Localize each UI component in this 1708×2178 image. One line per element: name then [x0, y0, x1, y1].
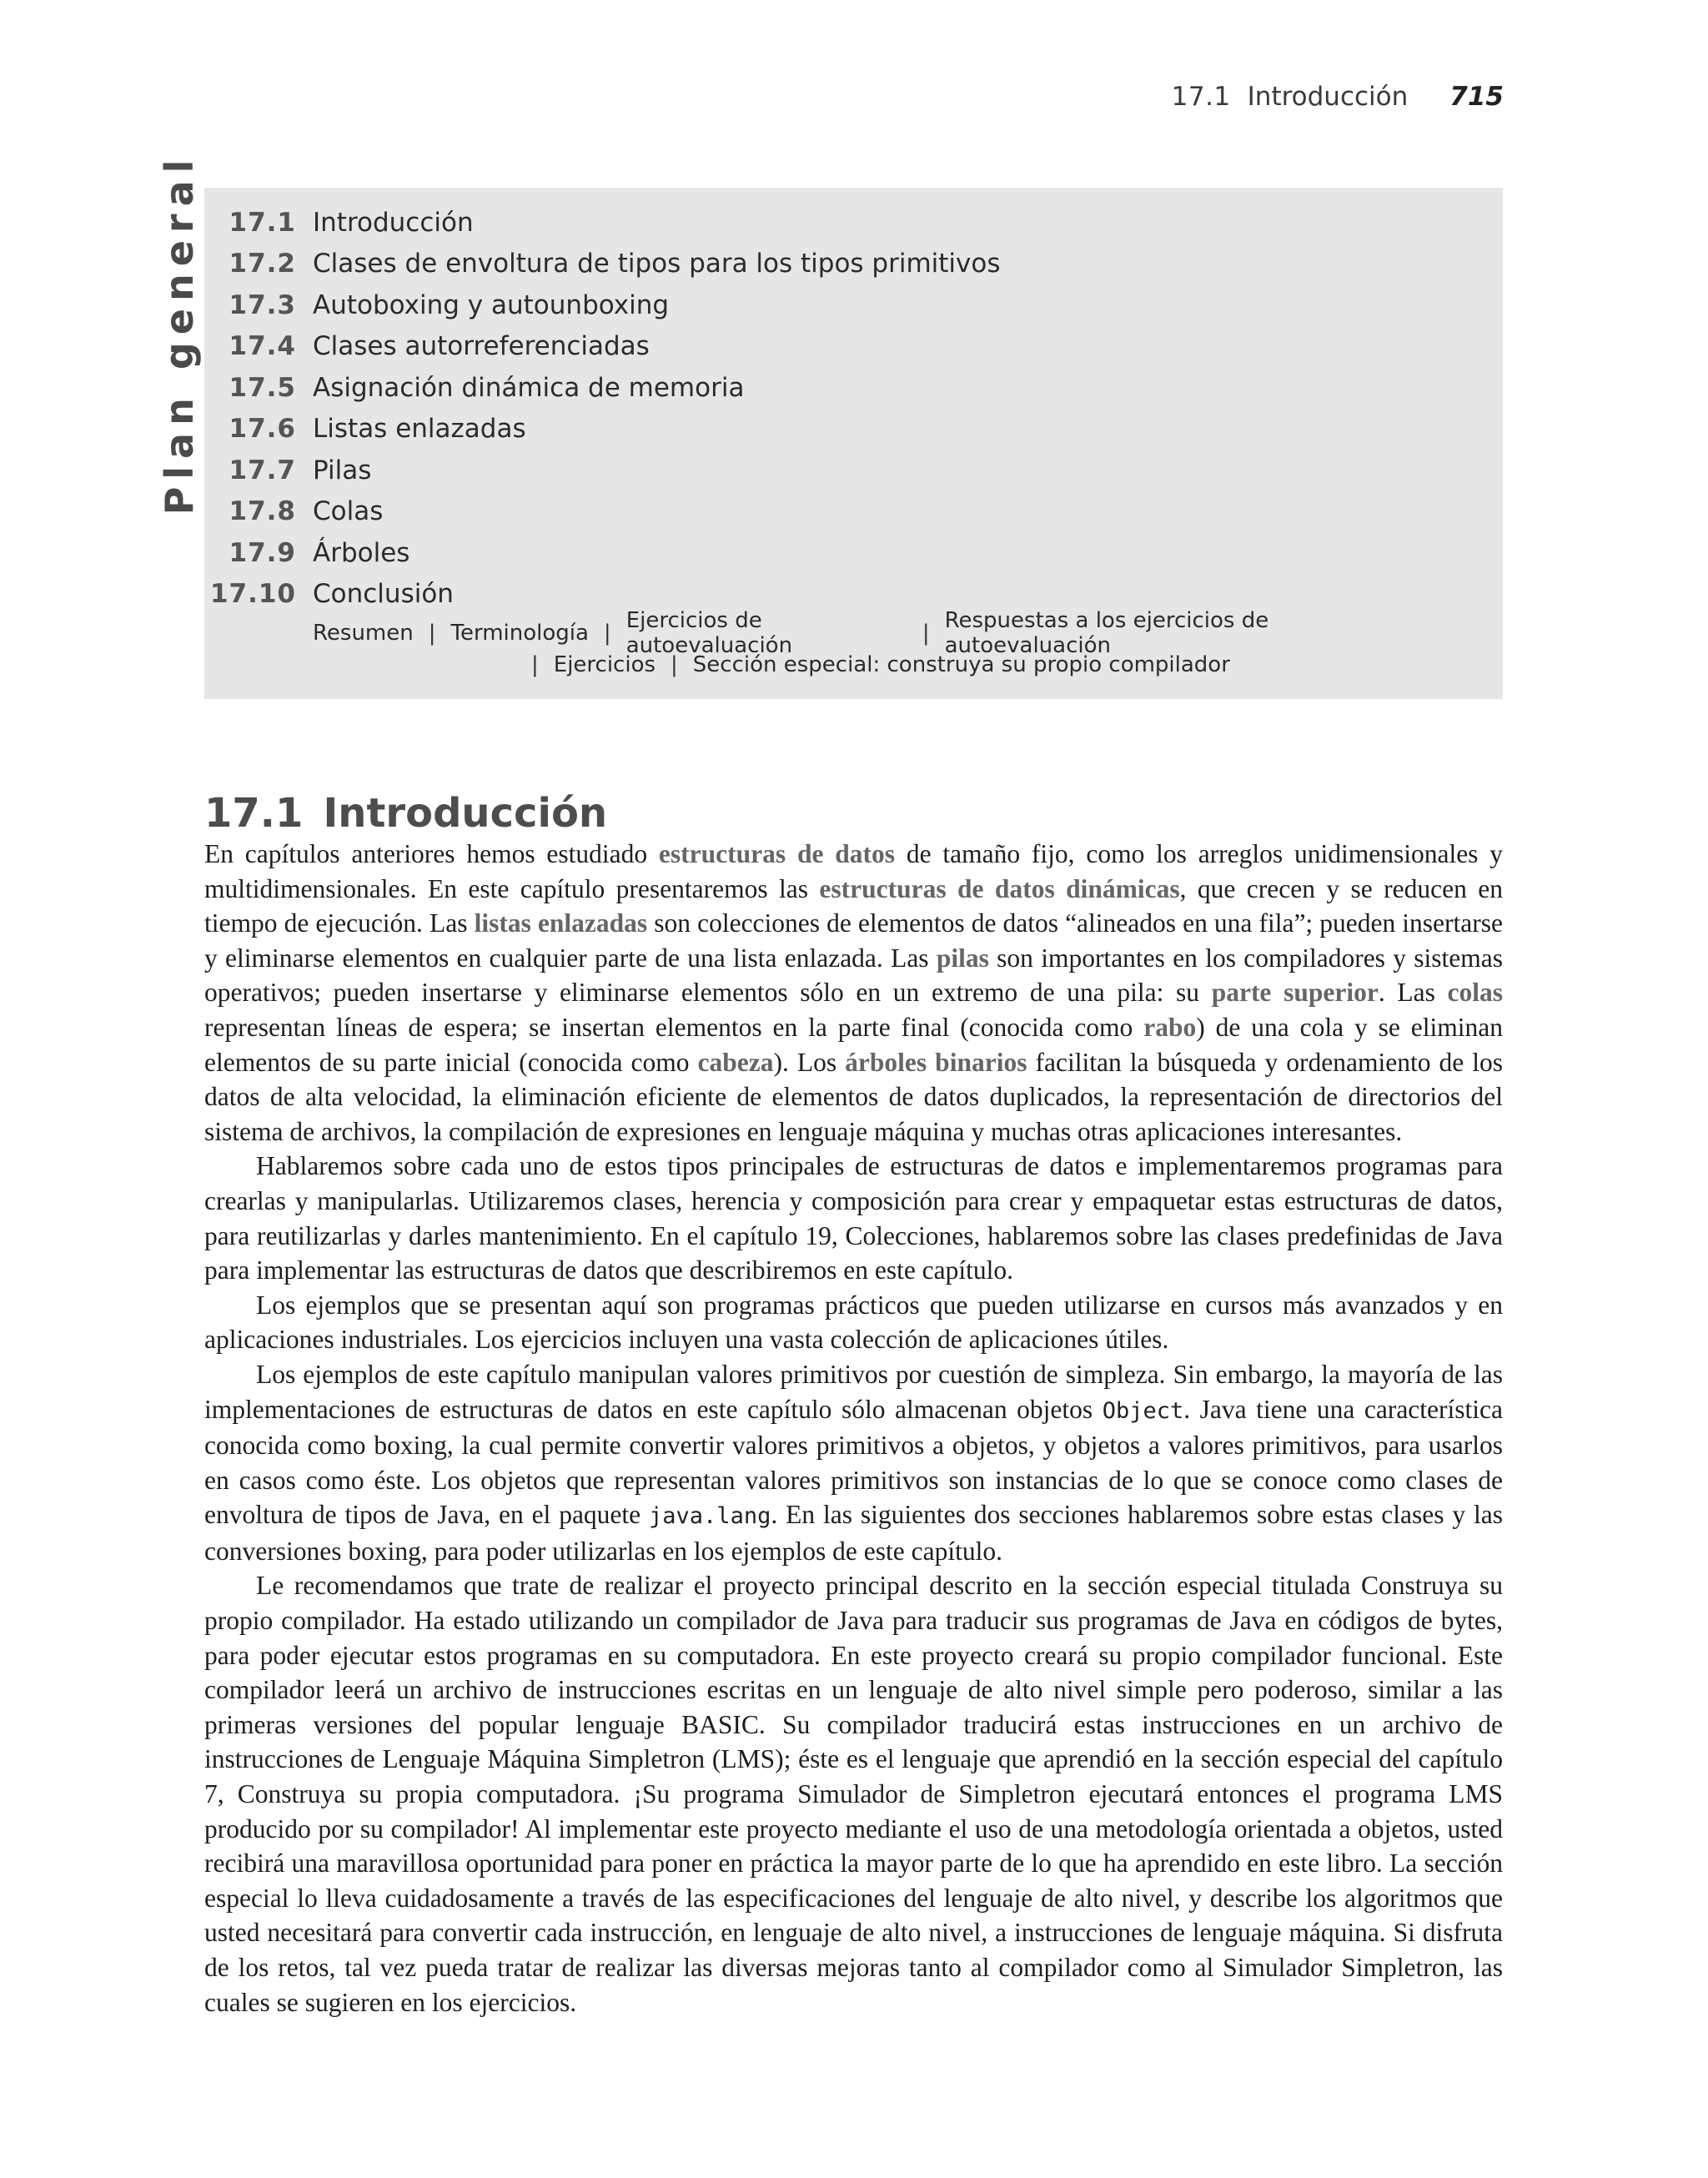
key-term: pilas	[936, 943, 989, 973]
outline-link-exercises: Ejercicios	[553, 652, 656, 677]
running-head-section: 17.1	[1171, 82, 1231, 112]
paragraph: Le recomendamos que trate de realizar el proyecto principal descrito en la sección especial titulada Construya su propio compilador. Ha estado utilizando un compilador de Java para traducir sus programas de Java en códigos de bytes, para poder ejecutar estos programas en su computadora. En este proyecto creará su propio compilador funcional. Este compilador leerá un archivo de instrucciones escritas en un lenguaje de alto nivel simple pero poderoso, similar a las primeras versiones del popular lenguaje BASIC. Su compilador traducirá estas instrucciones en un archivo de instrucciones de Lenguaje Máquina Simpletron (LMS); éste es el lenguaje que aprendió en la sección especial del capítulo 7, Construya su propia computadora. ¡Su programa Simulador de Simpletron ejecutará entonces el programa LMS producido por su compilador! Al implementar este proyecto mediante el uso de una metodología orientada a objetos, usted recibirá una maravillosa oportunidad para poner en práctica la mayor parte de lo que ha aprendido en este libro. La sección especial lo lleva cuidadosamente a través de las especificaciones del lenguaje de alto nivel, y describe los algoritmos que usted necesitará para convertir cada instrucción, en lenguaje de alto nivel, a instrucciones de lenguaje máquina. Si disfruta de los retos, tal vez pueda tratar de realizar las diversas mejoras tanto al compilador como al Simulador Simpletron, las cuales se sugieren en los ejercicios.	[204, 1571, 1503, 2017]
outline-item-text: Clases de envoltura de tipos para los tipos primitivos	[313, 249, 1001, 279]
outline-item	[204, 326, 1503, 368]
outline-item-number: 17.5	[229, 372, 296, 403]
key-term: listas enlazadas	[474, 908, 648, 938]
text-run: representan líneas de espera; se insertan elementos en la parte final (conocida como	[204, 1012, 1144, 1042]
outline-item-number: 17.8	[229, 496, 296, 527]
outline-item-text: Colas	[313, 496, 384, 527]
outline-item-text: Asignación dinámica de memoria	[313, 372, 745, 403]
outline-item-text: Listas enlazadas	[313, 414, 526, 445]
key-term: colas	[1447, 978, 1503, 1008]
separator: |	[428, 621, 436, 646]
outline-label-text: Plan general	[157, 152, 202, 516]
outline-item-number: 17.3	[229, 289, 296, 320]
outline-item	[204, 409, 1503, 450]
text-run: En capítulos anteriores hemos estudiado	[204, 839, 659, 868]
outline-item	[204, 202, 1503, 244]
running-head-title: Introducción	[1247, 82, 1409, 112]
running-head	[1172, 82, 1504, 112]
outline-link-special-section: Sección especial: construya su propio compilador	[692, 652, 1230, 677]
section-heading	[204, 790, 607, 837]
outline-item	[204, 532, 1503, 574]
key-term: parte superior	[1211, 978, 1379, 1008]
outline-link-terminology: Terminología	[450, 621, 589, 646]
outline-end-sections	[313, 608, 1397, 681]
text-run: . Las	[1378, 978, 1448, 1008]
separator: |	[671, 652, 678, 677]
outline-item-number: 17.6	[229, 414, 296, 445]
text-run: son colecciones de elementos de datos “alineados en una fila”; pueden insertarse y eliminarse elementos en cualquier parte de una lista enlazada. Las	[204, 908, 1503, 973]
body-text	[204, 837, 1503, 2020]
outline-item-number: 17.10	[209, 579, 296, 610]
key-term: cabeza	[697, 1047, 774, 1077]
text-run: facilitan la búsqueda y ordenamiento de los datos de alta velocidad, la eliminación eficiente de elementos de datos duplicados, la representación de directorios del sistema de archivos, la compilación de expresiones en lenguaje máquina y muchas otras aplicaciones interesantes.	[204, 1047, 1503, 1146]
outline-item	[204, 450, 1503, 491]
section-title: Introducción	[323, 790, 608, 837]
paragraph	[204, 1357, 1503, 1569]
paragraph: Los ejemplos que se presentan aquí son programas prácticos que pueden utilizarse en cursos más avanzados y en aplicaciones industriales. Los ejercicios incluyen una vasta colección de aplicaciones útiles.	[204, 1290, 1503, 1355]
outline-item-text: Autoboxing y autounboxing	[313, 289, 670, 320]
text-run: de tamaño fijo, como los arreglos unidimensionales y multidimensionales. En este capítulo presentaremos las	[204, 839, 1503, 903]
outline-item-text: Introducción	[313, 207, 474, 238]
key-term: árboles binarios	[845, 1047, 1027, 1077]
paragraph: Hablaremos sobre cada uno de estos tipos principales de estructuras de datos e implementaremos programas para crearlas y manipularlas. Utilizaremos clases, herencia y composición para crear y empaquetar estas estructuras de datos, para reutilizarlas y darles mantenimiento. En el capítulo 19, Colecciones, hablaremos sobre las clases predefinidas de Java para implementar las estructuras de datos que describiremos en este capítulo.	[204, 1151, 1503, 1285]
key-term: estructuras de datos dinámicas	[819, 873, 1180, 903]
outline-item-text: Conclusión	[313, 579, 454, 610]
separator: |	[531, 652, 539, 677]
outline-item-number: 17.9	[229, 537, 296, 568]
text-run: ). Los	[773, 1047, 846, 1077]
text-run: son importantes en los compiladores y sistemas operativos; pueden insertarse y eliminarse elementos sólo en un extremo de una pila: su	[204, 943, 1503, 1008]
separator: |	[922, 621, 930, 646]
text-run: . Java tiene una característica conocida como boxing, la cual permite convertir valores primitivos a objetos, y objetos a valores primitivos, para usarlos en casos como éste. Los objetos que representan valores primitivos son instancias de lo que se conoce como clases de envoltura de tipos de Java, en el paquete	[204, 1394, 1503, 1530]
outline-item-number: 17.1	[229, 207, 296, 238]
key-term: rabo	[1143, 1012, 1197, 1042]
text-run: ) de una cola y se eliminan elementos de su parte inicial (conocida como	[204, 1012, 1503, 1077]
paragraph	[204, 837, 1503, 1149]
inline-code: java.lang	[649, 1503, 771, 1530]
inline-code: Object	[1102, 1397, 1184, 1424]
outline-item-number: 17.2	[229, 249, 296, 279]
outline-item	[204, 244, 1503, 285]
outline-item-text: Árboles	[313, 537, 410, 568]
text-run: . En las siguientes dos secciones hablaremos sobre estas clases y las conversiones boxing, para poder utilizarlas en los ejemplos de este capítulo.	[204, 1500, 1503, 1566]
outline-item	[204, 367, 1503, 409]
section-number: 17.1	[204, 790, 304, 837]
outline-item-text: Clases autorreferenciadas	[313, 331, 650, 362]
separator: |	[603, 621, 611, 646]
outline-side-label	[150, 152, 208, 516]
outline-item	[204, 284, 1503, 326]
key-term: estructuras de datos	[658, 839, 896, 868]
outline-link-self-review: Ejercicios de autoevaluación	[625, 608, 793, 658]
outline-link-answers: Respuestas a los ejercicios de autoevaluación	[944, 608, 1269, 658]
text-run: Los ejemplos de este capítulo manipulan valores primitivos por cuestión de simpleza. Sin embargo, la mayoría de las implementaciones de estructuras de datos en este capítulo sólo almacenan objetos	[204, 1359, 1503, 1424]
outline-links-row	[313, 608, 1397, 658]
outline-item	[204, 491, 1503, 533]
outline-list	[204, 202, 1503, 615]
page-number: 715	[1449, 82, 1504, 112]
outline-item-number: 17.7	[229, 455, 296, 485]
text-run: , que crecen y se reducen en tiempo de ejecución. Las	[204, 873, 1503, 938]
outline-item-number: 17.4	[229, 331, 296, 362]
outline-link-summary: Resumen	[313, 621, 414, 646]
outline-item-text: Pilas	[313, 455, 372, 485]
chapter-outline	[204, 188, 1503, 699]
